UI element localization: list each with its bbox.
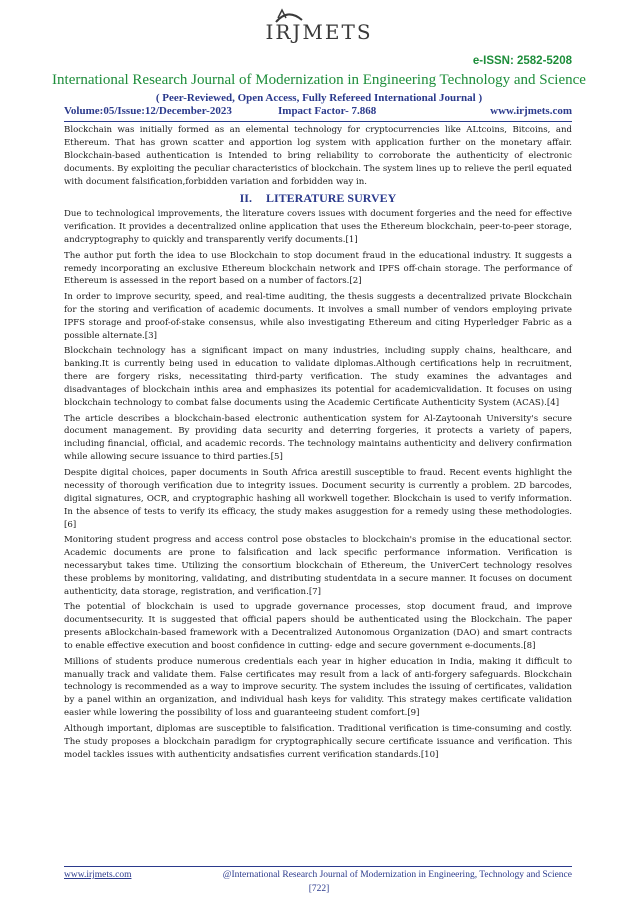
- paragraph-ref-6: Despite digital choices, paper documents in South Africa arestill susceptible to fraud. Recent events highlight the necessity of thorough verification due to integrity issues. Document security is currently a problem. 2D barcodes, digital signatures, OCR, and cryptographic hashing all workwell together. Blockchain is used to verify information. In the absence of tests to verify its efficacy, the study makes asuggestion for a remedy using these methodologies.[6]: [64, 467, 572, 530]
- paragraph-ref-10: Although important, diplomas are susceptible to falsification. Traditional verification is time-consuming and costly. The study proposes a blockchain paradigm for cryptographically secure certificate issuance and verification. This model tackles issues with authenticity andsatisfies current verification standards.[10]: [64, 723, 572, 760]
- section-number: II.: [239, 191, 252, 206]
- section-title: LITERATURE SURVEY: [265, 191, 397, 206]
- volume-issue: Volume:05/Issue:12/December-2023: [64, 105, 232, 117]
- logo-text: IRJMETS: [265, 20, 373, 44]
- paragraph-ref-3: In order to improve security, speed, and real-time auditing, the thesis suggests a decentralized private Blockchain for the storing and verification of academic documents. It involves a small number of vendors employing private IPFS storage and proof-of-stake consensus, while also investigating Ethereum and citing Hyperledger Fabric as a possible alternate.[3]: [64, 292, 572, 341]
- journal-subtitle: ( Peer-Reviewed, Open Access, Fully Refereed International Journal ): [155, 92, 483, 104]
- page-number: [722]: [308, 884, 330, 894]
- header-website-link[interactable]: www.irjmets.com: [490, 105, 572, 117]
- section-heading: [64, 191, 572, 205]
- paragraph-ref-2: The author put forth the idea to use Blockchain to stop document fraud in the educational industry. It suggests a remedy incorporating an exclusive Ethereum blockchain network and IPFS off-chain storage. The performance of Ethereum is assessed in the report based on a number of factors.[2]: [64, 250, 572, 287]
- paragraph-ref-4: Blockchain technology has a significant impact on many industries, including supply chains, healthcare, and banking.It is currently being used in education to validate diplomas.Although certifications help in recruitment, there are forgery risks, necessitating third-party verification. The study examines the advantages and disadvantages of blockchain inthis area and emphasizes its potential for academicvalidation. It focuses on using blockchain technology to combat false documents using the Academic Certificate Authenticity System (ACAS).[4]: [64, 346, 572, 408]
- header-divider: [64, 121, 572, 122]
- footer-copyright: @International Research Journal of Modernization in Engineering, Technology and Science: [222, 870, 572, 880]
- impact-factor: Impact Factor- 7.868: [278, 105, 377, 117]
- footer-divider: [64, 866, 572, 867]
- paragraph-ref-5: The article describes a blockchain-based electronic authentication system for Al-Zaytoonah University's secure document management. By providing data security and deterring forgeries, it protects a variety of papers, including financial, official, and academic records. The technology maintains authenticity and delivery confirmation while allowing secure issuance to third parties.[5]: [64, 413, 572, 463]
- journal-logo: [258, 8, 380, 48]
- paragraph-ref-9: Millions of students produce numerous credentials each year in higher education in India, making it difficult to manually track and validate them. False certificates may result from a lack of anti-forgery safeguards. Blockchain technology is recommended as a way to improve security. The system includes the issuing of certificates, validation by a panel within an organization, and individual hash keys for validity. This strategy makes certificate validation easier while lowering the possibility of loss and guaranteeing student comfort.[9]: [64, 656, 572, 719]
- page-footer: [64, 870, 572, 884]
- article-body: [64, 124, 572, 764]
- eissn-label: e-ISSN: 2582-5208: [472, 55, 572, 67]
- paragraph-ref-1: Due to technological improvements, the literature covers issues with document forgeries and the need for effective verification. It provides a decentralized online application that uses the Ethereum blockchain, peer-to-peer storage, andcryptography to quickly and transparently verify documents.[1]: [64, 209, 572, 246]
- issue-meta-row: [64, 105, 572, 119]
- footer-website-link[interactable]: www.irjmets.com: [64, 870, 132, 880]
- journal-title: International Research Journal of Modernization in Engineering Technology and Science: [52, 72, 586, 88]
- paragraph-ref-7: Monitoring student progress and access control pose obstacles to blockchain's promise in the educational sector. Academic documents are prone to falsification and lack specific performance information. Verification is necessarybut takes time. Utilizing the consortium blockchain of Ethereum, the UniverCert technology resolves these problems by monitoring, validating, and distributing studentdata in a secure manner. It focuses on document authenticity, data storage, registration, and verification.[7]: [64, 535, 572, 597]
- intro-paragraph: Blockchain was initially formed as an elemental technology for cryptocurrencies like ALtcoins, Bitcoins, and Ethereum. That has grown scatter and apportion log system with application further on the monetary affair. Blockchain-based authentication is Intended to bring reliability to corroborate the authenticity of electronic documents. By exploiting the peculiar characteristics of blockchain. The system lines up to relieve the peril equated with document falsification,forbidden variation and forbidden way in.: [64, 125, 572, 187]
- paragraph-ref-8: The potential of blockchain is used to upgrade governance processes, stop document fraud, and improve documentsecurity. It is suggested that official papers should be authenticated using the Blockchain. The paper presents aBlockchain-based framework with a Decentralized Autonomous Organization (DAO) and smart contracts to enable effective execution and boost confidence in cutting- edge and secure government e-documents.[8]: [64, 602, 572, 652]
